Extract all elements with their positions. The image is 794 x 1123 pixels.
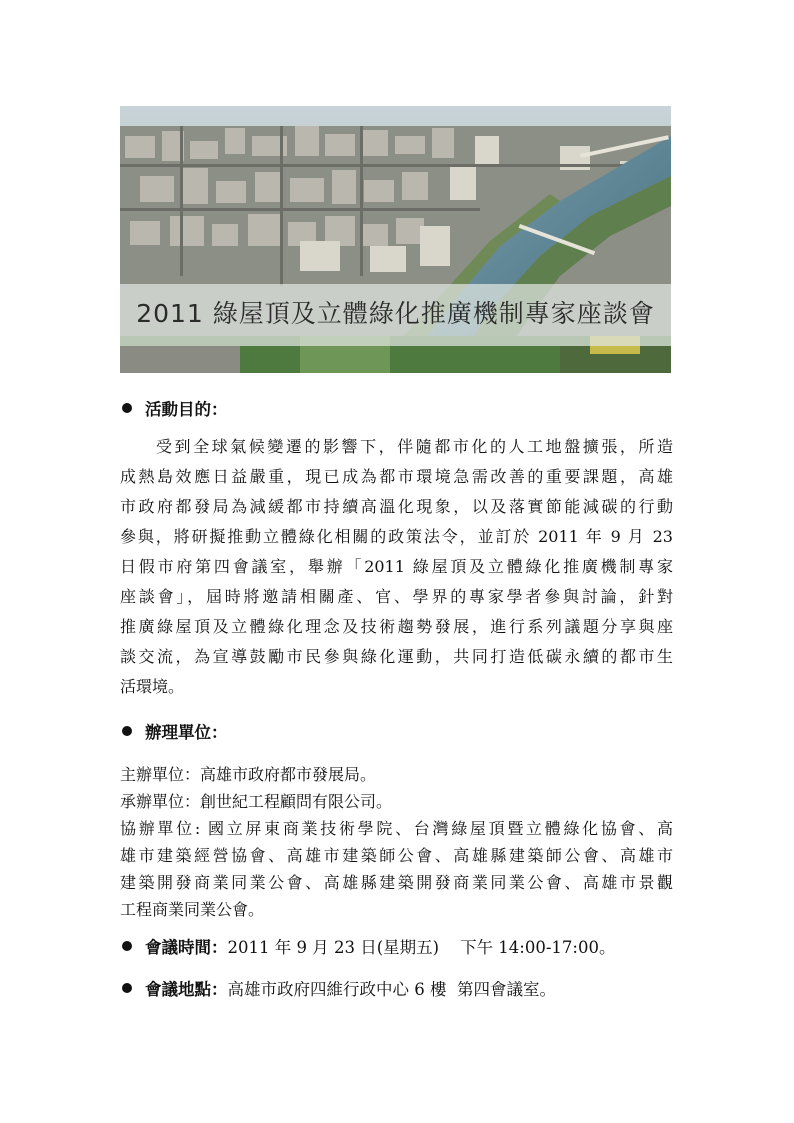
meeting-time [122,934,615,958]
bullet-icon [122,726,132,736]
meeting-time-label: 會議時間： [145,938,228,957]
banner-title: 2011 綠屋頂及立體綠化推廣機制專家座談會 [136,299,655,328]
organizer-line: 工程商業同業公會。 [120,900,265,919]
paragraph-line: 參與，將研擬推動立體綠化相關的政策法令，並訂於 2011 年 9 月 23 [120,527,673,546]
organizers-heading: 辦理單位： [122,719,228,743]
paragraph-line: 談交流，為宣導鼓勵市民參與綠化運動，共同打造低碳永續的都市生 [120,647,673,666]
purpose-paragraph [120,432,673,702]
purpose-heading: 活動目的： [122,396,228,420]
organizer-line: 協辦單位: 國立屏東商業技術學院、台灣綠屋頂暨立體綠化協會、高 [120,819,673,838]
paragraph-line: 市政府都發局為減緩都市持續高溫化現象，以及落實節能減碳的行動 [120,497,673,516]
meeting-time-value: 2011 年 9 月 23 日(星期五) 下午 14:00-17:00。 [227,938,616,957]
meeting-venue-value: 高雄市政府四維行政中心 6 樓 第四會議室。 [227,980,556,999]
banner-photo [120,106,671,373]
organizers-list [120,761,673,923]
bullet-icon [122,983,132,993]
meeting-venue-label: 會議地點： [145,980,228,999]
organizer-line: 主辦單位：高雄市政府都市發展局。 [120,765,377,784]
bullet-icon [122,941,132,951]
organizer-line: 承辦單位：創世紀工程顧問有限公司。 [120,792,393,811]
paragraph-line: 受到全球氣候變遷的影響下，伴隨都市化的人工地盤擴張，所造 [156,437,673,456]
paragraph-line: 活環境。 [120,677,185,696]
organizer-line: 建築開發商業同業公會、高雄縣建築開發商業同業公會、高雄市景觀 [120,873,673,892]
organizer-line: 雄市建築經營協會、高雄市建築師公會、高雄縣建築師公會、高雄市 [120,846,673,865]
meeting-venue [122,976,556,1000]
bullet-icon [122,403,132,413]
paragraph-line: 成熱島效應日益嚴重，現已成為都市環境急需改善的重要課題，高雄 [120,467,673,486]
paragraph-line: 日假市府第四會議室，舉辦「2011 綠屋頂及立體綠化推廣機制專家 [120,557,673,576]
paragraph-line: 推廣綠屋頂及立體綠化理念及技術趨勢發展，進行系列議題分享與座 [120,617,673,636]
paragraph-line: 座談會」，屆時將邀請相關產、官、學界的專家學者參與討論，針對 [120,587,673,606]
